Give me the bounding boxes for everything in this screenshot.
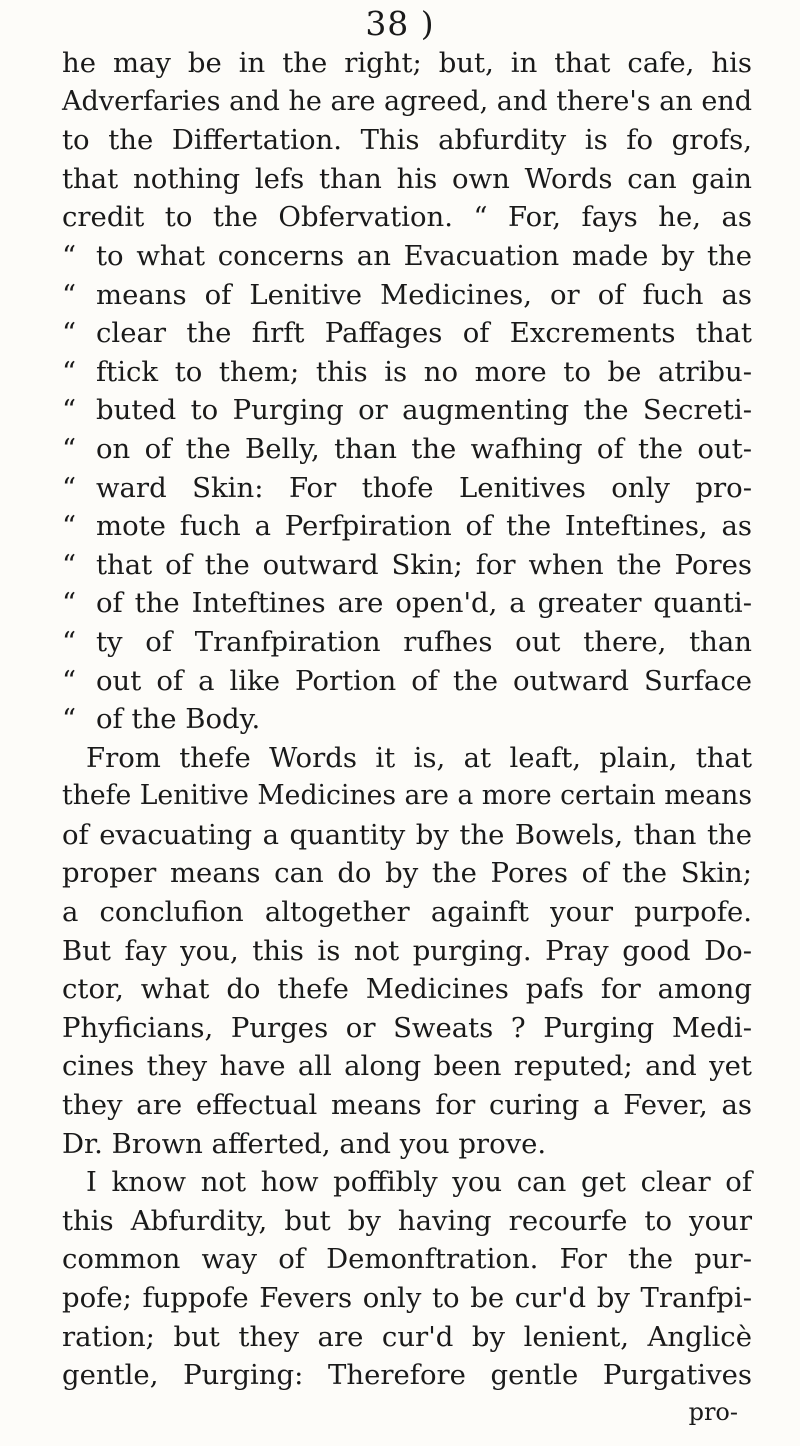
text-line (62, 314, 752, 353)
line-text: to the Differtation. This abfurdity is fo grofs, (62, 124, 752, 157)
text-line (62, 546, 752, 585)
text-line (62, 816, 752, 855)
line-text: out of a like Portion of the outward Surface (96, 664, 752, 697)
text-line (62, 1086, 752, 1125)
quote-mark: “ (62, 432, 77, 465)
line-text: Adverfaries and he are agreed, and there's an end (62, 85, 752, 117)
text-line (62, 1318, 752, 1357)
line-text: pofe; fuppofe Fevers only to be cur'd by Tranfpi- (62, 1282, 752, 1314)
page-number: 38 ) (365, 4, 435, 43)
text-line (62, 662, 752, 701)
text-line (62, 970, 752, 1009)
line-text: Phyficians, Purges or Sweats ? Purging Medi- (62, 1011, 752, 1044)
text-line (62, 854, 752, 893)
line-text: on of the Belly, than the wafhing of the out- (96, 432, 752, 465)
line-text: ctor, what do thefe Medicines pafs for among (62, 973, 752, 1006)
text-line (62, 353, 752, 392)
line-text: But fay you, this is not purging. Pray good Do- (62, 934, 752, 967)
quote-mark: “ (62, 239, 77, 272)
quote-mark: “ (62, 510, 77, 543)
text-line (62, 469, 752, 508)
line-text: buted to Purging or augmenting the Secreti- (96, 394, 752, 427)
line-text: mote fuch a Perfpiration of the Inteftines, as (96, 510, 752, 543)
quote-mark: “ (62, 703, 77, 736)
line-text: this Abfurdity, but by having recourfe to your (62, 1204, 752, 1237)
line-text: of the Inteftines are open'd, a greater quanti- (96, 587, 752, 620)
text-line (62, 430, 752, 469)
text-line (62, 893, 752, 932)
body-text (62, 44, 752, 1395)
quote-mark: “ (62, 317, 77, 350)
quote-mark: “ (62, 587, 77, 620)
text-line (62, 507, 752, 546)
text-line (62, 932, 752, 971)
line-text: proper means can do by the Pores of the Skin; (62, 857, 752, 890)
line-text: of the Body. (96, 703, 261, 736)
line-text: gentle, Purging: Therefore gentle Purgatives (62, 1359, 752, 1392)
line-text: they are effectual means for curing a Fever, as (62, 1089, 752, 1122)
text-line (62, 237, 752, 276)
quote-mark: “ (62, 355, 77, 388)
quote-mark: “ (62, 394, 77, 427)
text-line (62, 1047, 752, 1086)
text-line (62, 1202, 752, 1241)
text-line (62, 276, 752, 315)
text-line (62, 160, 752, 199)
line-text: to what concerns an Evacuation made by the (96, 239, 752, 272)
quote-mark: “ (62, 278, 77, 311)
line-text: ration; but they are cur'd by lenient, Anglicè (62, 1320, 752, 1353)
text-line (62, 1240, 752, 1279)
text-line (62, 700, 752, 739)
catchword: pro- (688, 1398, 738, 1426)
text-line (62, 121, 752, 160)
quote-mark: “ (62, 625, 77, 658)
line-text: common way of Demonftration. For the pur- (62, 1243, 752, 1276)
line-text: cines they have all along been reputed; and yet (62, 1050, 752, 1083)
text-line (62, 777, 752, 816)
text-line (62, 584, 752, 623)
line-text: a conclufion altogether againft your purpofe. (62, 896, 752, 929)
line-text: From thefe Words it is, at leaft, plain, that (86, 741, 752, 774)
line-text: means of Lenitive Medicines, or of fuch as (96, 278, 752, 311)
line-text: ty of Tranfpiration rufhes out there, than (96, 625, 752, 658)
line-text: I know not how poffibly you can get clear of (86, 1166, 752, 1199)
quote-mark: “ (62, 471, 77, 504)
text-line (62, 1163, 752, 1202)
line-text: thefe Lenitive Medicines are a more certain means (62, 780, 752, 812)
quote-mark: “ (62, 664, 77, 697)
line-text: ward Skin: For thofe Lenitives only pro- (96, 471, 752, 504)
text-line (62, 1009, 752, 1048)
text-line (62, 739, 752, 778)
line-text: credit to the Obfervation. “ For, fays he, as (62, 201, 752, 234)
line-text: Dr. Brown afferted, and you prove. (62, 1127, 547, 1160)
line-text: that of the outward Skin; for when the Pores (96, 548, 752, 581)
text-line (62, 391, 752, 430)
text-line (62, 198, 752, 237)
text-line (62, 44, 752, 83)
text-line (62, 1356, 752, 1395)
quote-mark: “ (62, 548, 77, 581)
line-text: ftick to them; this is no more to be atribu- (96, 355, 752, 388)
text-line (62, 83, 752, 122)
text-line (62, 1279, 752, 1318)
line-text: he may be in the right; but, in that cafe, his (62, 47, 752, 79)
line-text: that nothing lefs than his own Words can gain (62, 162, 752, 195)
text-line (62, 1125, 752, 1164)
line-text: of evacuating a quantity by the Bowels, than the (62, 818, 752, 851)
line-text: clear the firft Paffages of Excrements that (96, 317, 752, 350)
text-line (62, 623, 752, 662)
